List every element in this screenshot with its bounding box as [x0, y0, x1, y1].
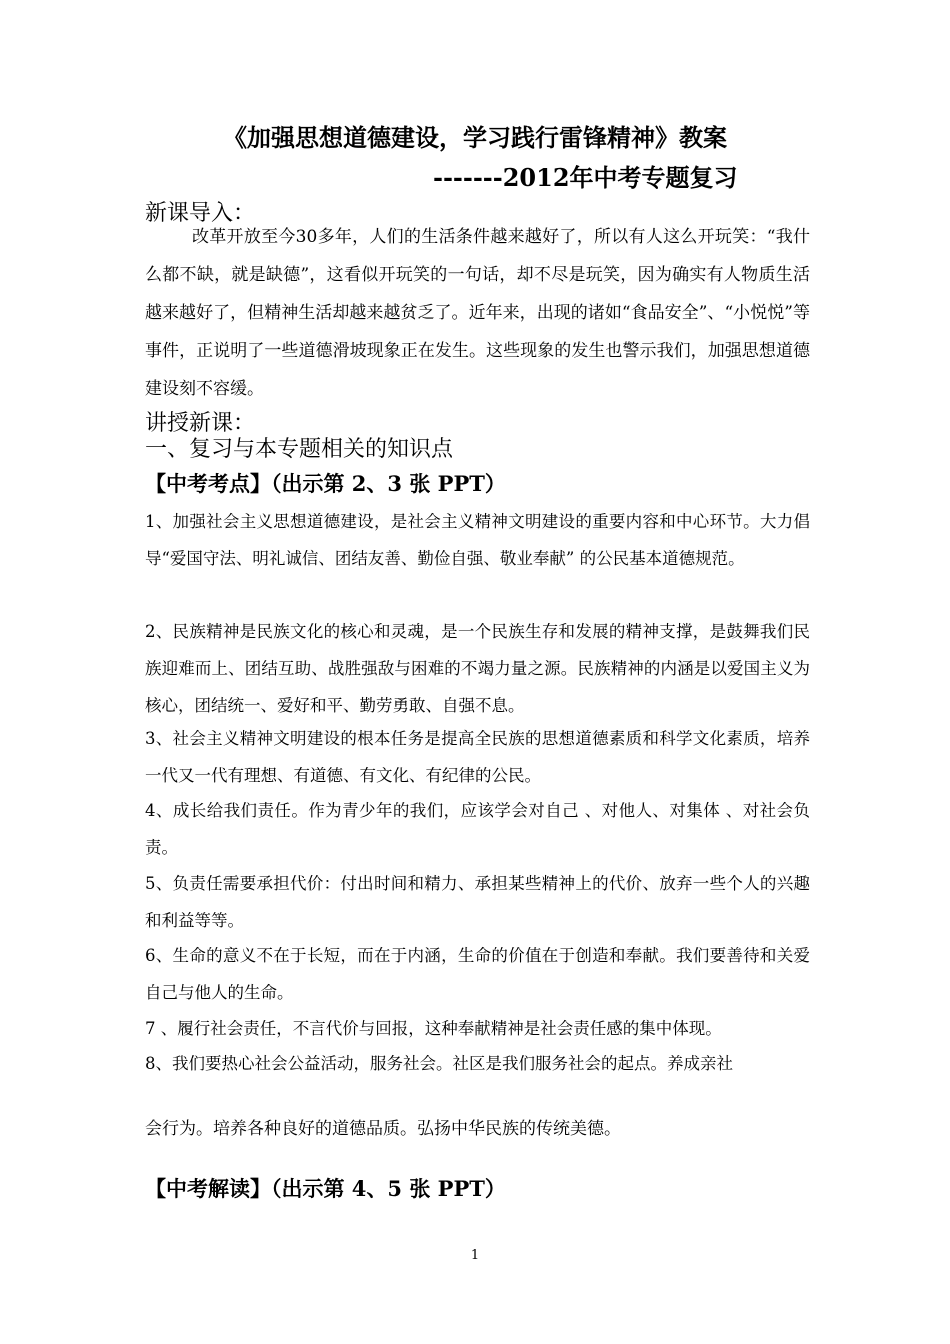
intro-paragraph: 改革开放至今30多年，人们的生活条件越来越好了，所以有人这么开玩笑：“我什么都不缺，就是缺德”，这看似开玩笑的一句话，却不尽是玩笑，因为确实有人物质生活越来越好了，但精神生活却越来越贫乏了。近年来，出现的诸如“食品安全”、“小悦悦”等事件，正说明了一些道德滑坡现象正在发生。这些现象的发生也警示我们，加强思想道德建设刻不容缓。 — [145, 227, 810, 399]
knowledge-point: 3、社会主义精神文明建设的根本任务是提高全民族的思想道德素质和科学文化素质，培养一代又一代有理想、有道德、有文化、有纪律的公民。 — [145, 729, 810, 785]
knowledge-point: 5、负责任需要承担代价：付出时间和精力、承担某些精神上的代价、放弃一些个人的兴趣和利益等等。 — [145, 874, 810, 930]
exam-interpret-heading: 【中考解读】（出示第 4、5 张 PPT） — [145, 1176, 506, 1201]
document-subtitle: -------2012年中考专题复习 — [433, 163, 738, 192]
point-continuation: 会行为。培养各种良好的道德品质。弘扬中华民族的传统美德。 — [145, 1119, 621, 1139]
knowledge-point: 8、我们要热心社会公益活动，服务社会。社区是我们服务社会的起点。养成亲社 — [145, 1054, 733, 1073]
knowledge-point: 6、生命的意义不在于长短，而在于内涵，生命的价值在于创造和奉献。我们要善待和关爱自己与他人的生命。 — [145, 946, 810, 1002]
exam-points-heading: 【中考考点】（出示第 2、3 张 PPT） — [145, 471, 506, 496]
knowledge-point: 2、民族精神是民族文化的核心和灵魂，是一个民族生存和发展的精神支撑，是鼓舞我们民族迎难而上、团结互助、战胜强敌与困难的不竭力量之源。民族精神的内涵是以爱国主义为核心，团结统一、爱好和平、勤劳勇敢、自强不息。 — [145, 622, 810, 715]
page-number: 1 — [470, 1248, 480, 1263]
document-title: 《加强思想道德建设，学习践行雷锋精神》教案 — [223, 123, 727, 152]
review-heading: 一、复习与本专题相关的知识点 — [145, 437, 454, 462]
teach-heading: 讲授新课： — [145, 411, 256, 436]
knowledge-point: 4、成长给我们责任。作为青少年的我们，应该学会对自己 、对他人、对集体 、对社会负责。 — [145, 801, 810, 857]
knowledge-point: 7 、履行社会责任，不言代价与回报，这种奉献精神是社会责任感的集中体现。 — [145, 1019, 722, 1038]
intro-heading: 新课导入： — [145, 201, 256, 226]
knowledge-point: 1、加强社会主义思想道德建设，是社会主义精神文明建设的重要内容和中心环节。大力倡导“爱国守法、明礼诚信、团结友善、勤俭自强、敬业奉献” 的公民基本道德规范。 — [145, 512, 810, 568]
